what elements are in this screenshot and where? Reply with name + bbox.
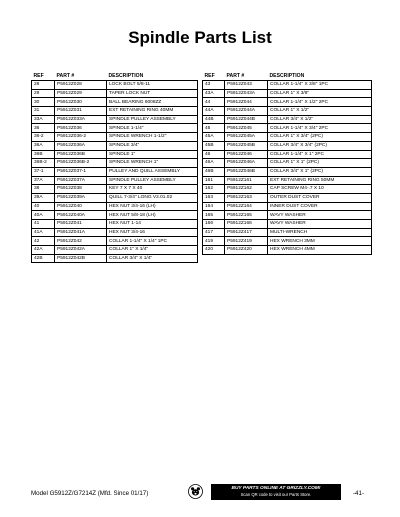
- part-number-cell: P5912Z420: [225, 246, 268, 255]
- ref-cell: 162: [203, 185, 225, 194]
- table-row: [32, 115, 198, 124]
- table-row: [203, 98, 372, 107]
- parts-table-right: [202, 72, 372, 255]
- parts-store-banner[interactable]: [211, 484, 341, 500]
- description-cell: SPINDLE 3/4": [107, 141, 198, 150]
- grizzly-bear-logo-icon: [188, 484, 203, 499]
- table-header-row: [203, 72, 372, 81]
- table-row: [32, 81, 198, 90]
- part-number-cell: P5912Z042B: [55, 254, 107, 263]
- description-cell: COLLAR 3/4" X 1/2": [268, 115, 372, 124]
- table-row: [32, 98, 198, 107]
- ref-cell: 45B: [203, 141, 225, 150]
- table-row: [32, 185, 198, 194]
- part-number-cell: P5912Z040: [55, 202, 107, 211]
- description-cell: COLLAR 1-1/4" X 3/4" 2PC: [268, 124, 372, 133]
- table-row: [203, 89, 372, 98]
- part-column-header: PART #: [56, 72, 75, 79]
- part-number-cell: P5912Z045A: [225, 133, 268, 142]
- part-number-cell: P5912Z043: [225, 81, 268, 90]
- part-number-cell: P5912Z046: [225, 150, 268, 159]
- description-cell: COLLAR 1" X 3/8": [268, 89, 372, 98]
- ref-column-header: REF: [33, 72, 44, 79]
- description-cell: HEX NUT 1-14: [107, 220, 198, 229]
- part-number-cell: P5912Z043A: [225, 89, 268, 98]
- description-cell: KEY 7 X 7 X 40: [107, 185, 198, 194]
- ref-cell: 33A: [32, 115, 55, 124]
- description-cell: QUILL 7-3/4" LONG V2.01.02: [107, 193, 198, 202]
- part-number-cell: P5912Z036B-2: [55, 159, 107, 168]
- ref-cell: 46B: [203, 167, 225, 176]
- description-column-header: DESCRIPTION: [269, 72, 305, 79]
- table-row: [203, 211, 372, 220]
- description-cell: COLLAR 1" X 1" (2PC): [268, 159, 372, 168]
- ref-cell: 46A: [203, 159, 225, 168]
- ref-cell: 41: [32, 220, 55, 229]
- ref-cell: 43A: [203, 89, 225, 98]
- ref-cell: 36A: [32, 141, 55, 150]
- description-cell: MULTI-WRENCH: [268, 228, 372, 237]
- table-row: [203, 124, 372, 133]
- ref-cell: 44A: [203, 107, 225, 116]
- ref-cell: 161: [203, 176, 225, 185]
- part-number-cell: P5912Z162: [225, 185, 268, 194]
- part-number-cell: P5912Z042: [55, 237, 107, 246]
- part-number-cell: P5912Z036-2: [55, 133, 107, 142]
- description-cell: WAVY WASHER: [268, 211, 372, 220]
- description-cell: EXT RETAINING RING 40MM: [107, 107, 198, 116]
- description-cell: LOCK BOLT 5/8-11: [107, 81, 198, 90]
- part-number-cell: P5912Z046B: [225, 167, 268, 176]
- part-number-cell: P5912Z044: [225, 98, 268, 107]
- description-cell: COLLAR 1" X 1/4": [107, 246, 198, 255]
- table-row: [203, 141, 372, 150]
- description-cell: COLLAR 1-1/4" X 1" 2PC: [268, 150, 372, 159]
- table-row: [32, 228, 198, 237]
- table-row: [203, 115, 372, 124]
- part-number-cell: P5912Z042A: [55, 246, 107, 255]
- table-row: [32, 124, 198, 133]
- part-number-cell: P5912Z030: [55, 98, 107, 107]
- table-row: [203, 81, 372, 90]
- ref-cell: 28: [32, 81, 55, 90]
- part-number-cell: P5912Z045B: [225, 141, 268, 150]
- description-cell: EXT RETAINING RING 50MM: [268, 176, 372, 185]
- description-cell: HEX NUT 3/4-16: [107, 228, 198, 237]
- description-cell: SPINDLE PULLEY ASSEMBLY: [107, 115, 198, 124]
- table-row: [32, 89, 198, 98]
- ref-cell: 39A: [32, 193, 55, 202]
- ref-cell: 29: [32, 89, 55, 98]
- table-row: [32, 237, 198, 246]
- parts-table-left: [31, 72, 198, 263]
- table-row: [32, 176, 198, 185]
- description-cell: COLLAR 3/4" X 1/4": [107, 254, 198, 263]
- description-cell: PULLEY AND QUILL ASSEMBLY: [107, 167, 198, 176]
- ref-cell: 36-2: [32, 133, 55, 142]
- ref-cell: 42A: [32, 246, 55, 255]
- part-number-cell: P5912Z028: [55, 81, 107, 90]
- description-cell: HEX WRENCH 4MM: [268, 246, 372, 255]
- ref-cell: 44: [203, 98, 225, 107]
- table-row: [203, 228, 372, 237]
- part-number-cell: P5912Z044B: [225, 115, 268, 124]
- ref-cell: 165: [203, 211, 225, 220]
- part-number-cell: P5912Z031: [55, 107, 107, 116]
- part-number-cell: P5912Z046A: [225, 159, 268, 168]
- ref-cell: 40: [32, 202, 55, 211]
- table-row: [32, 159, 198, 168]
- ref-cell: 42B: [32, 254, 55, 263]
- ref-cell: 31: [32, 107, 55, 116]
- table-row: [32, 141, 198, 150]
- description-cell: COLLAR 1-1/4" X 1/2" 2PC: [268, 98, 372, 107]
- part-number-cell: P5912Z417: [225, 228, 268, 237]
- table-row: [32, 193, 198, 202]
- table-row: [32, 254, 198, 263]
- ref-cell: 164: [203, 202, 225, 211]
- ref-cell: 37-1: [32, 167, 55, 176]
- part-number-cell: P5912Z037A: [55, 176, 107, 185]
- part-number-cell: P5912Z041: [55, 220, 107, 229]
- table-row: [203, 133, 372, 142]
- description-cell: COLLAR 3/4" X 3/4" (2PC): [268, 141, 372, 150]
- description-cell: HEX WRENCH 3MM: [268, 237, 372, 246]
- ref-cell: 30: [32, 98, 55, 107]
- table-row: [203, 246, 372, 255]
- part-number-cell: P5912Z044A: [225, 107, 268, 116]
- page-number: -41-: [353, 490, 365, 497]
- table-header-row: [32, 72, 198, 81]
- table-row: [32, 133, 198, 142]
- table-row: [32, 107, 198, 116]
- part-number-cell: P5912Z036B: [55, 150, 107, 159]
- description-cell: HEX NUT 3/4-16 (LH): [107, 202, 198, 211]
- ref-cell: 37A: [32, 176, 55, 185]
- ref-cell: 40A: [32, 211, 55, 220]
- ref-cell: 44B: [203, 115, 225, 124]
- parts-store-banner-subtitle: Scan QR code to visit our Parts Store.: [240, 492, 312, 497]
- description-cell: COLLAR 1-1/4" X 1/4" 1PC: [107, 237, 198, 246]
- ref-cell: 166: [203, 220, 225, 229]
- part-number-cell: P5912Z164: [225, 202, 268, 211]
- table-row: [32, 202, 198, 211]
- ref-cell: 42: [32, 237, 55, 246]
- table-row: [203, 150, 372, 159]
- description-cell: COLLAR 1" X 3/4" (2PC): [268, 133, 372, 142]
- part-number-cell: P5912Z037-1: [55, 167, 107, 176]
- table-row: [203, 107, 372, 116]
- table-row: [32, 220, 198, 229]
- table-row: [203, 176, 372, 185]
- part-number-cell: P5912Z036: [55, 124, 107, 133]
- part-number-cell: P5912Z041A: [55, 228, 107, 237]
- table-row: [32, 246, 198, 255]
- ref-cell: 36B: [32, 150, 55, 159]
- table-row: [203, 220, 372, 229]
- table-row: [32, 167, 198, 176]
- part-number-cell: P5912Z029: [55, 89, 107, 98]
- description-cell: COLLAR 1" X 1/2": [268, 107, 372, 116]
- ref-cell: 36: [32, 124, 55, 133]
- description-cell: SPINDLE 1-1/4": [107, 124, 198, 133]
- description-cell: SPINDLE WRENCH 1-1/2": [107, 133, 198, 142]
- part-number-cell: P5912Z163: [225, 193, 268, 202]
- ref-cell: 420: [203, 246, 225, 255]
- part-number-cell: P5912Z165: [225, 211, 268, 220]
- description-cell: COLLAR 1-1/4" X 3/8" 1PC: [268, 81, 372, 90]
- description-cell: TAPER LOCK NUT: [107, 89, 198, 98]
- part-number-cell: P5912Z039A: [55, 193, 107, 202]
- table-row: [203, 185, 372, 194]
- ref-cell: 45A: [203, 133, 225, 142]
- description-cell: OUTER DUST COVER: [268, 193, 372, 202]
- ref-cell: 163: [203, 193, 225, 202]
- table-row: [203, 193, 372, 202]
- ref-column-header: REF: [204, 72, 215, 79]
- ref-cell: 46: [203, 150, 225, 159]
- description-cell: SPINDLE WRENCH 1": [107, 159, 198, 168]
- ref-cell: 419: [203, 237, 225, 246]
- part-number-cell: P5912Z419: [225, 237, 268, 246]
- table-row: [203, 202, 372, 211]
- part-number-cell: P5912Z040A: [55, 211, 107, 220]
- table-row: [32, 211, 198, 220]
- description-cell: SPINDLE 1": [107, 150, 198, 159]
- table-row: [203, 167, 372, 176]
- part-number-cell: P5912Z161: [225, 176, 268, 185]
- description-cell: CAP SCREW M4-.7 X 10: [268, 185, 372, 194]
- ref-cell: 417: [203, 228, 225, 237]
- ref-cell: 36B-2: [32, 159, 55, 168]
- table-row: [203, 237, 372, 246]
- description-cell: WAVY WASHER: [268, 220, 372, 229]
- footer-model: Model G5912Z/G7214Z (Mfd. Since 01/17): [31, 490, 149, 497]
- ref-cell: 43: [203, 81, 225, 90]
- part-number-cell: P5912Z166: [225, 220, 268, 229]
- description-cell: INNER DUST COVER: [268, 202, 372, 211]
- table-row: [203, 159, 372, 168]
- description-cell: BALL BEARING 6008ZZ: [107, 98, 198, 107]
- description-cell: COLLAR 3/4" X 1" (2PC): [268, 167, 372, 176]
- table-row: [32, 150, 198, 159]
- part-number-cell: P5912Z045: [225, 124, 268, 133]
- part-number-cell: P5912Z033A: [55, 115, 107, 124]
- description-cell: HEX NUT 5/8-18 (LH): [107, 211, 198, 220]
- part-number-cell: P5912Z036A: [55, 141, 107, 150]
- ref-cell: 45: [203, 124, 225, 133]
- part-number-cell: P5912Z038: [55, 185, 107, 194]
- parts-store-banner-title: BUY PARTS ONLINE AT GRIZZLY.COM!: [231, 486, 321, 491]
- description-cell: SPINDLE PULLEY ASSEMBLY: [107, 176, 198, 185]
- part-column-header: PART #: [226, 72, 245, 79]
- description-column-header: DESCRIPTION: [108, 72, 144, 79]
- ref-cell: 38: [32, 185, 55, 194]
- ref-cell: 41A: [32, 228, 55, 237]
- page-title: Spindle Parts List: [128, 28, 272, 47]
